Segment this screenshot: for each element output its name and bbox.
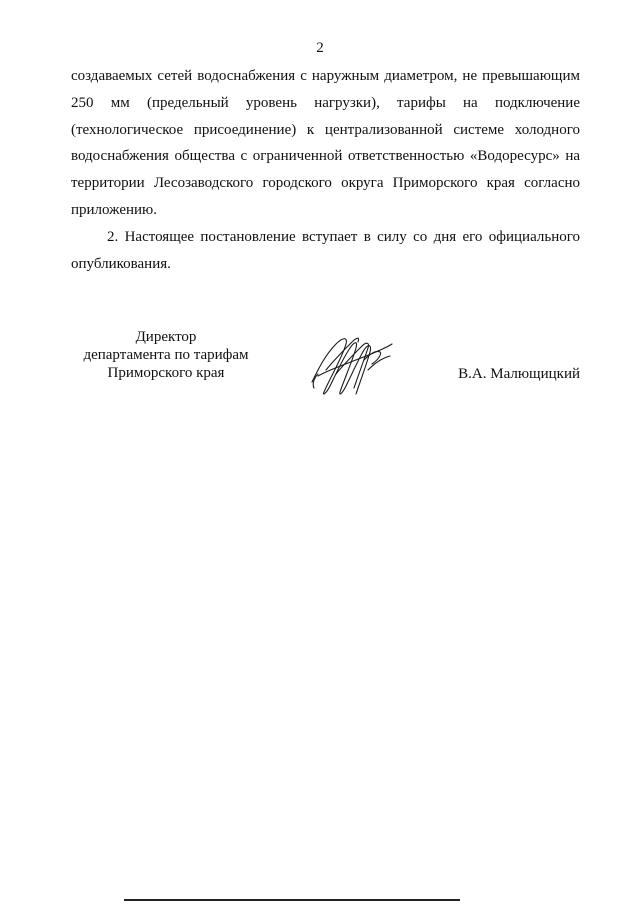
text-line: (технологическое присоединение) к централизованной системе холодного: [71, 121, 580, 138]
text-line: территории Лесозаводского городского округа Приморского края согласно: [71, 175, 580, 192]
paragraph-tariffs: [71, 63, 580, 224]
document-body: [71, 63, 580, 277]
signatory-title-line: департамента по тарифам: [83, 347, 249, 363]
page-number: 2: [316, 40, 324, 56]
paragraph-effective-date: [71, 224, 580, 278]
handwritten-signature: [306, 330, 396, 398]
text-line: водоснабжения общества с ограниченной ответственностью «Водоресурс» на: [71, 148, 580, 165]
signatory-title-line: Директор: [135, 329, 197, 345]
scan-edge-mark: [124, 899, 460, 901]
signatory-title: [66, 328, 266, 382]
text-line: создаваемых сетей водоснабжения с наружным диаметром, не превышающим: [71, 68, 580, 84]
text-line: 250 мм (предельный уровень нагрузки), тарифы на подключение: [71, 94, 580, 111]
signer-name: В.А. Малющицкий: [458, 366, 580, 382]
text-line: приложению.: [71, 201, 158, 218]
text-line: 2. Настоящее постановление вступает в силу со дня его официального: [107, 228, 580, 245]
signatory-title-line: Приморского края: [107, 365, 225, 381]
text-line: опубликования.: [71, 255, 171, 272]
